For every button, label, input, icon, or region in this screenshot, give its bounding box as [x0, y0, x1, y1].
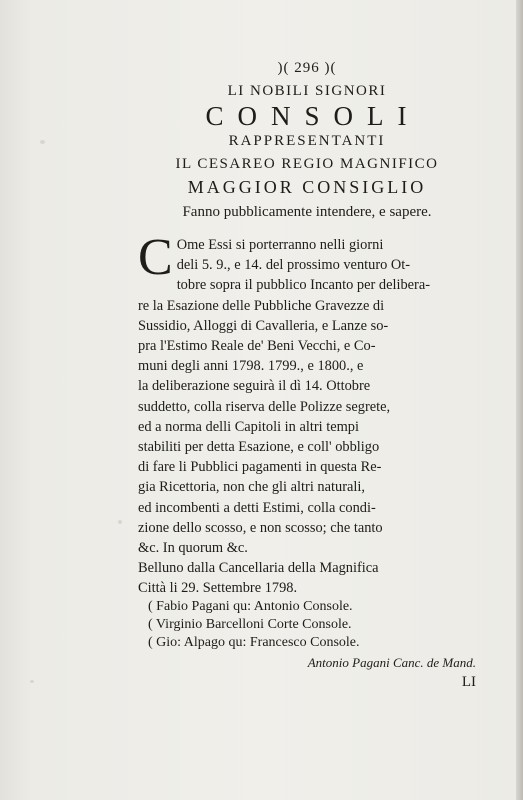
dateline — [138, 558, 476, 598]
chancellor-signature: Antonio Pagani Canc. de Mand. — [307, 655, 476, 671]
body-line: zione dello scosso, e non scosso; che tanto — [138, 519, 383, 536]
page-edge — [516, 0, 523, 800]
heading-subtitle: Fanno pubblicamente intendere, e sapere. — [182, 204, 432, 220]
heading-maggior-consiglio: MAGGIOR CONSIGLIO — [187, 177, 427, 197]
proclamation-heading — [138, 81, 476, 223]
body-line: re la Esazione delle Pubbliche Gravezze di — [138, 297, 385, 314]
drop-cap: C — [138, 229, 173, 286]
body-line: muni degli anni 1798. 1799., e 1800., e — [138, 358, 364, 375]
body-line: ed a norma delli Capitoli in altri tempi — [138, 418, 360, 435]
body-line: deli 5. 9., e 14. del prossimo venturo Ot- — [176, 257, 411, 274]
catchword: LI — [461, 674, 476, 691]
heading-line-1: LI NOBILI SIGNORI — [227, 83, 387, 99]
body-line: di fare li Pubblici pagamenti in questa Re- — [138, 459, 382, 476]
body-line: la deliberazione seguirà il dì 14. Ottobre — [138, 378, 371, 395]
signatory: ( Fabio Pagani qu: Antonio Console. — [148, 599, 353, 615]
body-line: gia Ricettoria, non che gli altri naturali, — [138, 479, 365, 496]
heading-rappresentanti: RAPPRESENTANTI — [228, 133, 386, 149]
paper-spot — [40, 140, 45, 144]
page-content — [138, 60, 476, 691]
proclamation-body — [138, 229, 476, 558]
signatory: ( Gio: Alpago qu: Francesco Console. — [148, 635, 360, 651]
paper-spot — [118, 520, 122, 524]
dateline-line-1: Belluno dalla Cancellaria della Magnifica — [138, 560, 379, 577]
signatory: ( Virginio Barcelloni Corte Console. — [148, 617, 352, 633]
body-line: &c. In quorum &c. — [138, 540, 248, 557]
page-number: )( 296 )( — [277, 60, 337, 76]
paper-spot — [30, 680, 34, 683]
signatories — [138, 598, 476, 652]
dateline-line-2: Città li 29. Settembre 1798. — [138, 580, 298, 597]
heading-line-4: IL CESAREO REGIO MAGNIFICO — [175, 156, 439, 172]
body-line: stabiliti per detta Esazione, e coll' obbligo — [138, 439, 380, 456]
body-line: Sussidio, Alloggi di Cavalleria, e Lanze so- — [138, 317, 389, 334]
heading-consoli: CONSOLI — [205, 101, 421, 131]
body-line: suddetto, colla riserva delle Polizze segrete, — [138, 398, 391, 415]
body-line: Ome Essi si porterranno nelli giorni — [176, 237, 384, 253]
body-line: ed incombenti a detti Estimi, colla condi- — [138, 499, 376, 516]
body-line: pra l'Estimo Reale de' Beni Vecchi, e Co- — [138, 338, 376, 355]
body-line: tobre sopra il pubblico Incanto per delibera- — [176, 277, 431, 294]
